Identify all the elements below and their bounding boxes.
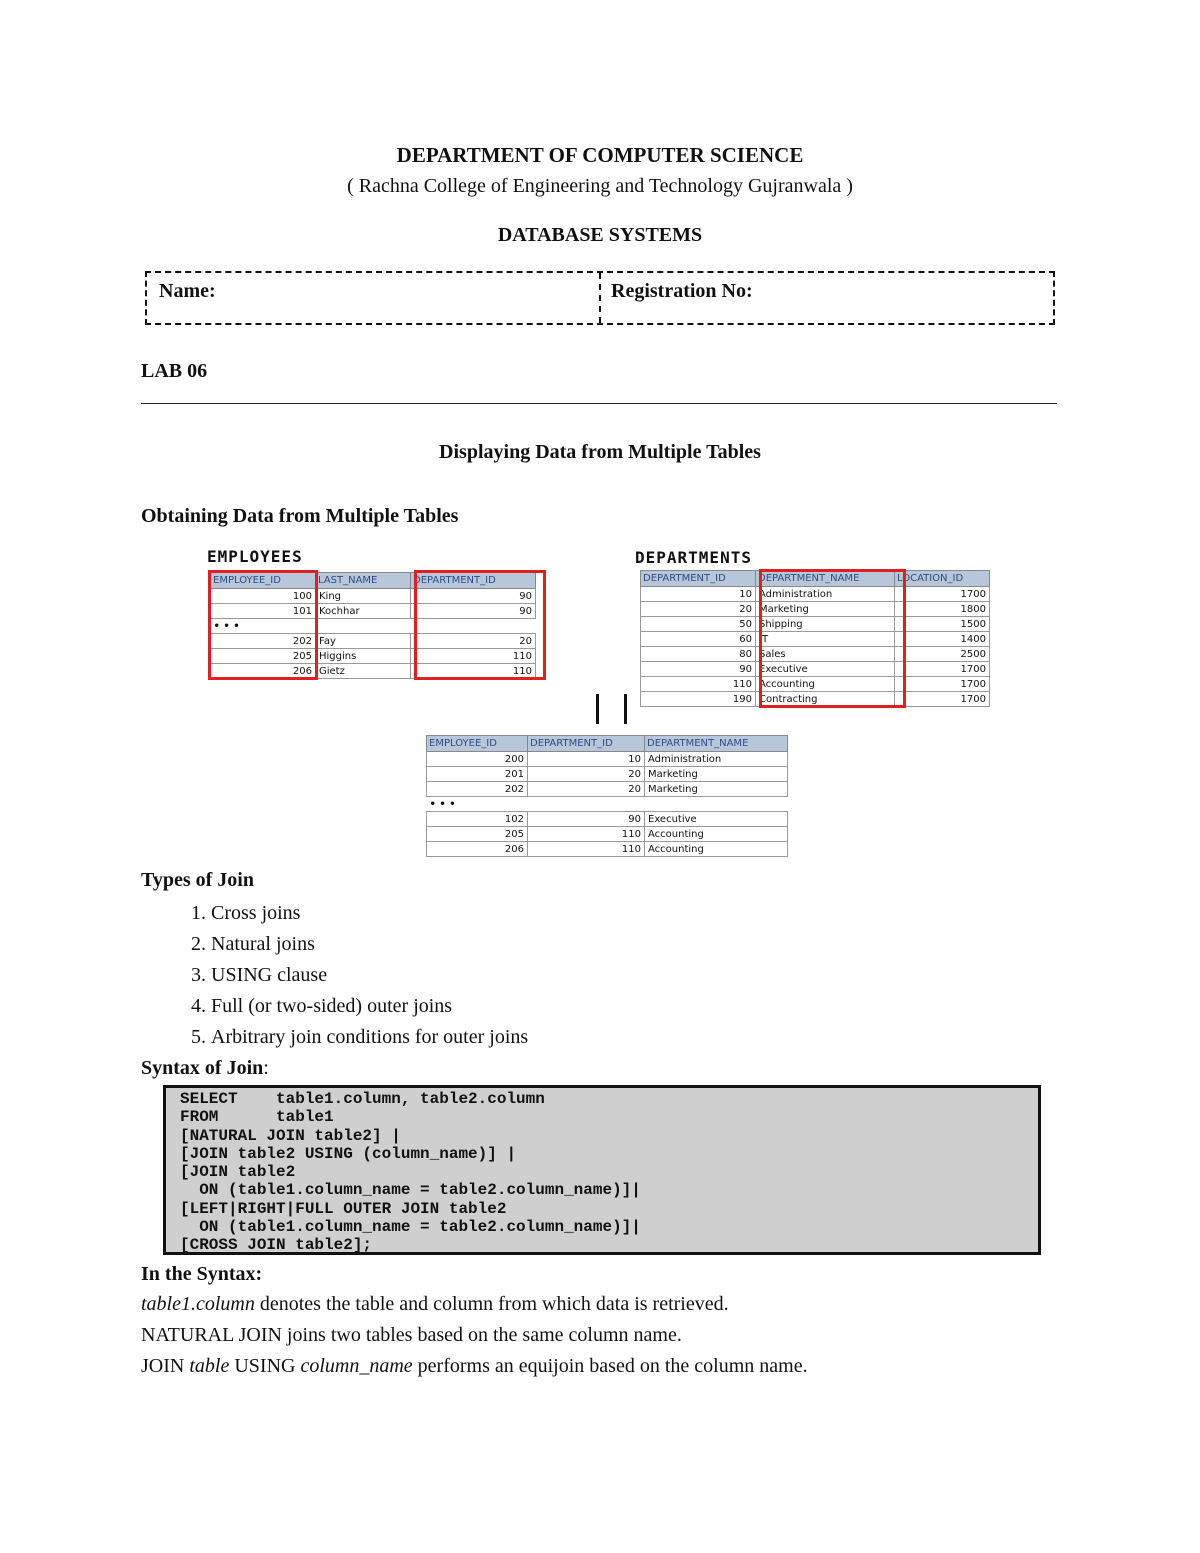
syntax-code-block	[163, 1085, 1041, 1255]
horizontal-rule	[141, 403, 1057, 404]
cell: 60	[641, 632, 756, 647]
cell: Sales	[756, 647, 895, 662]
cell: Marketing	[756, 602, 895, 617]
cell: 20	[641, 602, 756, 617]
cell: Contracting	[756, 692, 895, 707]
cell: 110	[641, 677, 756, 692]
col-header: DEPARTMENT_ID	[528, 736, 645, 752]
cell: Fay	[316, 634, 411, 649]
cell: 20	[528, 767, 645, 782]
lab-number: LAB 06	[141, 360, 208, 382]
col-header: EMPLOYEE_ID	[211, 573, 316, 589]
section-heading-obtaining: Obtaining Data from Multiple Tables	[141, 505, 459, 527]
cell: Gietz	[316, 664, 411, 679]
cell: Marketing	[645, 767, 788, 782]
cell: 110	[528, 842, 645, 857]
cell: 1700	[895, 587, 990, 602]
cell: 202	[211, 634, 316, 649]
cell: 1500	[895, 617, 990, 632]
cell: 50	[641, 617, 756, 632]
em-text: table1.column	[141, 1293, 255, 1315]
cell: Marketing	[645, 782, 788, 797]
name-label: Name:	[159, 280, 216, 302]
highlight-department-name	[759, 569, 906, 708]
code-line: [JOIN table2	[180, 1163, 296, 1182]
cell: 1700	[895, 692, 990, 707]
code-line: FROM table1	[180, 1108, 334, 1127]
cell: Shipping	[756, 617, 895, 632]
code-line: SELECT table1.column, table2.column	[180, 1090, 545, 1108]
cell: 202	[427, 782, 528, 797]
cell: Accounting	[645, 842, 788, 857]
table-row	[427, 827, 788, 842]
col-header: EMPLOYEE_ID	[427, 736, 528, 752]
cell: Higgins	[316, 649, 411, 664]
cell: Administration	[756, 587, 895, 602]
table-row	[427, 782, 788, 797]
registration-label: Registration No:	[611, 280, 753, 302]
cell: 10	[641, 587, 756, 602]
cell: 100	[211, 589, 316, 604]
table-row	[427, 812, 788, 827]
join-arrow-right	[624, 694, 627, 724]
table-row	[427, 842, 788, 857]
section-heading-types: Types of Join	[141, 869, 254, 891]
cell: 90	[411, 604, 536, 619]
cell: 90	[528, 812, 645, 827]
highlight-department-id	[414, 570, 546, 680]
text: denotes the table and column from which data is retrieved.	[254, 1293, 729, 1315]
list-item: 2. Natural joins	[211, 929, 528, 960]
list-item: 4. Full (or two-sided) outer joins	[211, 991, 528, 1022]
field-divider	[599, 273, 601, 323]
text: performs an equijoin based on the column name.	[412, 1355, 808, 1377]
cell: 20	[411, 634, 536, 649]
cell: 1800	[895, 602, 990, 617]
list-item: 1. Cross joins	[211, 898, 528, 929]
section-heading-in-syntax: In the Syntax:	[141, 1263, 263, 1285]
col-header: LOCATION_ID	[895, 571, 990, 587]
cell: 101	[211, 604, 316, 619]
cell: 90	[411, 589, 536, 604]
cell: 205	[427, 827, 528, 842]
ellipsis-row	[427, 797, 788, 812]
col-header: DEPARTMENT_NAME	[645, 736, 788, 752]
syntax-heading-colon: :	[263, 1057, 269, 1079]
cell: IT	[756, 632, 895, 647]
col-header: DEPARTMENT_ID	[411, 573, 536, 589]
code-line: [NATURAL JOIN table2] |	[180, 1126, 401, 1145]
department-title: DEPARTMENT OF COMPUTER SCIENCE	[396, 143, 804, 167]
text: JOIN	[141, 1355, 190, 1377]
highlight-employee-id	[208, 570, 318, 680]
cell: Executive	[756, 662, 895, 677]
syntax-heading-text: Syntax of Join	[141, 1057, 264, 1079]
code-line: [JOIN table2 USING (column_name)] |	[180, 1144, 517, 1163]
list-item: 5. Arbitrary join conditions for outer joins	[211, 1022, 528, 1053]
cell: 2500	[895, 647, 990, 662]
em-text: table	[189, 1355, 230, 1377]
explanation-line-2: NATURAL JOIN joins two tables based on the same column name.	[141, 1324, 682, 1346]
cell: 206	[427, 842, 528, 857]
cell: 200	[427, 752, 528, 767]
cell: 90	[641, 662, 756, 677]
cell: Accounting	[756, 677, 895, 692]
cell: 102	[427, 812, 528, 827]
page-title: Displaying Data from Multiple Tables	[439, 441, 761, 463]
employees-table-title: EMPLOYEES	[207, 547, 303, 566]
cell: Administration	[645, 752, 788, 767]
col-header: DEPARTMENT_NAME	[756, 571, 895, 587]
table-row	[427, 767, 788, 782]
section-heading-syntax	[141, 1057, 269, 1080]
explanation-line-3	[141, 1355, 808, 1378]
cell: 206	[211, 664, 316, 679]
cell: 201	[427, 767, 528, 782]
join-result-table	[426, 735, 788, 857]
col-header: LAST_NAME	[316, 573, 411, 589]
em-text: column_name	[300, 1355, 413, 1377]
cell: 190	[641, 692, 756, 707]
student-info-box	[145, 271, 1055, 325]
code-line: ON (table1.column_name = table2.column_name)]|	[180, 1181, 641, 1200]
cell: 110	[411, 664, 536, 679]
code-line: [LEFT|RIGHT|FULL OUTER JOIN table2	[180, 1199, 507, 1218]
cell: Accounting	[645, 827, 788, 842]
cell: 110	[528, 827, 645, 842]
join-types-list	[175, 898, 528, 1053]
explanation-line-1	[141, 1293, 729, 1316]
cell: 1700	[895, 662, 990, 677]
cell: 110	[411, 649, 536, 664]
join-arrow-left	[596, 694, 599, 724]
cell: 1700	[895, 677, 990, 692]
cell: 10	[528, 752, 645, 767]
ellipsis: • • •	[427, 797, 528, 812]
cell: 205	[211, 649, 316, 664]
departments-table-title: DEPARTMENTS	[635, 548, 752, 567]
college-name: ( Rachna College of Engineering and Technology Gujranwala )	[347, 175, 853, 197]
cell: Kochhar	[316, 604, 411, 619]
cell: Executive	[645, 812, 788, 827]
cell: 80	[641, 647, 756, 662]
cell: King	[316, 589, 411, 604]
col-header: DEPARTMENT_ID	[641, 571, 756, 587]
list-item: 3. USING clause	[211, 960, 528, 991]
ellipsis: • • •	[211, 619, 316, 634]
cell: 20	[528, 782, 645, 797]
code-line: [CROSS JOIN table2];	[180, 1236, 373, 1255]
course-title: DATABASE SYSTEMS	[497, 224, 703, 246]
cell: 1400	[895, 632, 990, 647]
code-line: ON (table1.column_name = table2.column_name)]|	[180, 1218, 641, 1237]
table-row	[427, 752, 788, 767]
text: USING	[229, 1355, 301, 1377]
